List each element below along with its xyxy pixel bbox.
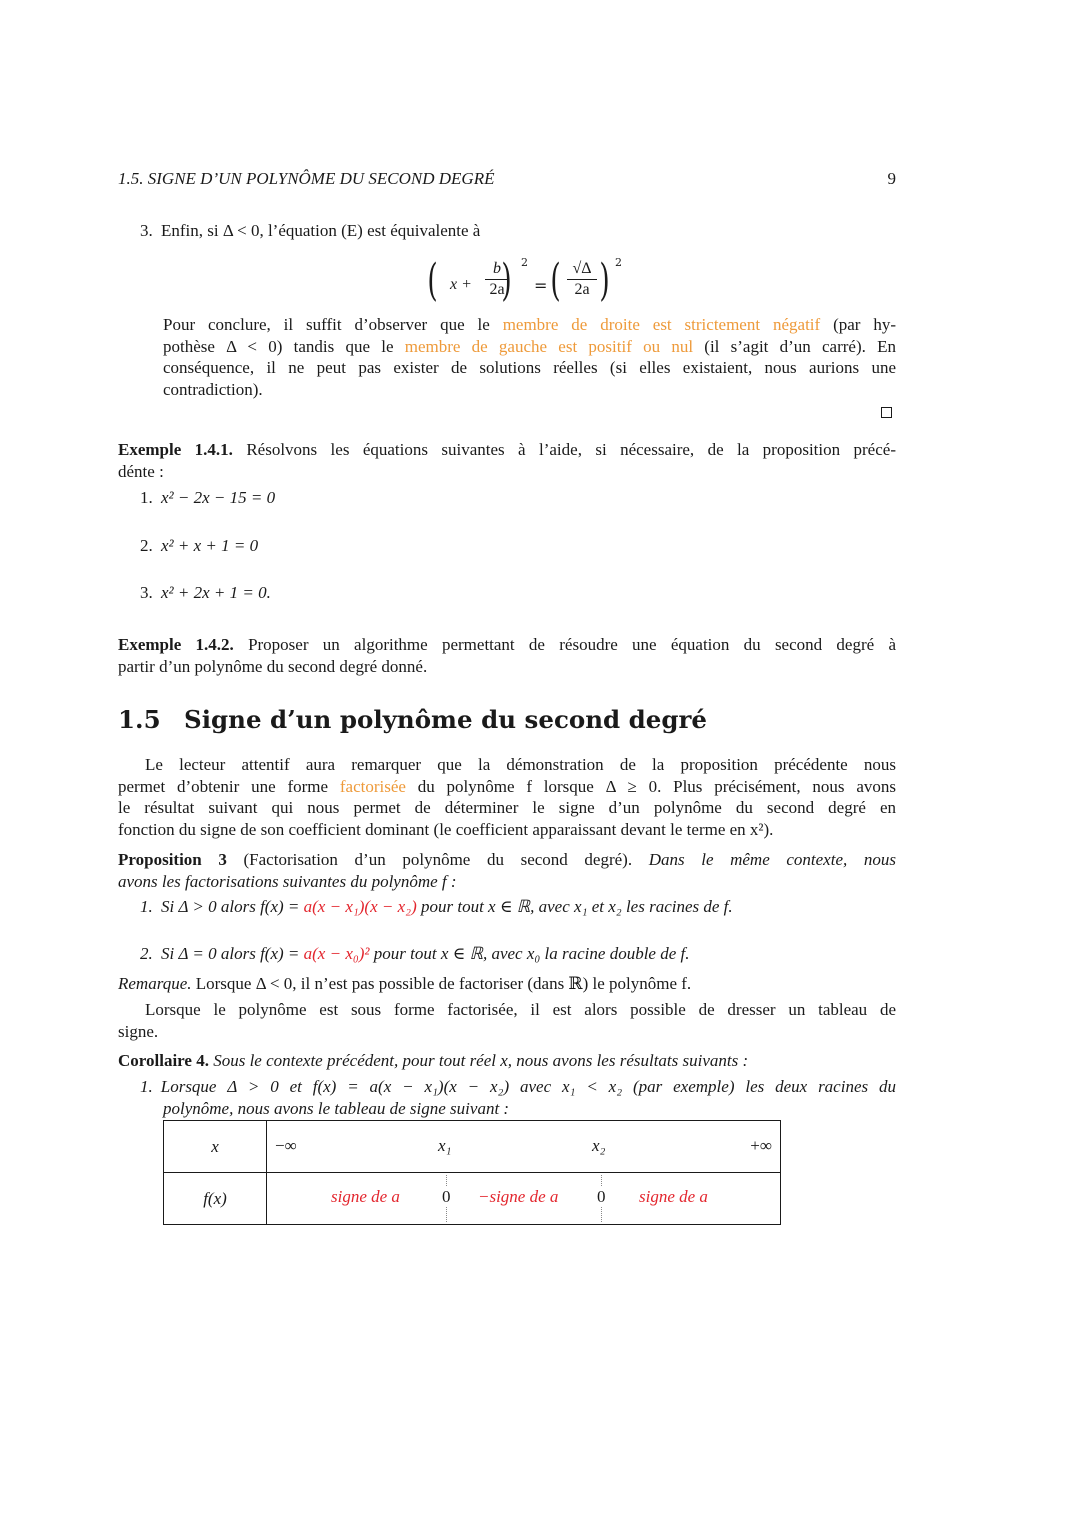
highlight-factorisee: factorisée (339, 776, 406, 796)
eq-right-fraction: √Δ 2a (567, 260, 597, 299)
table-signs-row (267, 1173, 781, 1225)
x-minus-infinity: −∞ (275, 1136, 297, 1155)
conclusion-line-4: contradiction). (163, 379, 263, 399)
proposition-label: Proposition 3 (118, 850, 227, 869)
example-1-4-1: Exemple 1.4.1. Résolvons les équations suivantes à l’aide, si nécessaire, de la proposition précé- dénte : (118, 440, 896, 481)
zero-at-root-1: 0 (442, 1187, 451, 1206)
zero-at-root-2: 0 (597, 1187, 606, 1206)
example-label: Exemple 1.4.2. (118, 635, 234, 654)
example-item-2: 2. x² + x + 1 = 0 (140, 536, 259, 555)
x-plus-infinity: +∞ (750, 1136, 772, 1155)
display-equation (427, 255, 640, 308)
qed-square-icon (881, 407, 892, 418)
proposition-title: (Factorisation d’un polynôme du second degré). (226, 850, 633, 869)
section-heading (118, 705, 707, 734)
corollary-item-1: 1. Lorsque Δ > 0 et f(x) = a(x − x₁)(x − x₂) avec x₁ < x₂ (par exemple) les deux racines du polynôme, nous avons le tableau de signe suivant : (140, 1077, 896, 1118)
sign-interval-2: −signe de a (478, 1187, 559, 1206)
corollary-4: Corollaire 4. Sous le contexte précédent, pour tout réel x, nous avons les résultats suivants : (118, 1051, 749, 1070)
remark-label: Remarque. (118, 974, 192, 993)
corollary-label: Corollaire 4. (118, 1051, 209, 1070)
table-x-values (267, 1121, 781, 1173)
eq-left-fraction: b 2a (485, 260, 509, 299)
section-title: Signe d’un polynôme du second degré (184, 705, 708, 734)
x-root-1: x₁ (438, 1136, 452, 1155)
eq-left-term: x + (450, 276, 472, 293)
sign-table (163, 1120, 781, 1225)
running-header (118, 168, 896, 190)
conclusion-line-2: pothèse Δ < 0) tandis que le membre de gauche est positif ou nul (il s’agit d’un carré). En (163, 336, 896, 356)
proposition-item-2: 2. Si Δ = 0 alors f(x) = a(x − x₀)² pour tout x ∈ ℝ, avec x₀ la racine double de f. (140, 944, 690, 963)
remark: Remarque. Lorsque Δ < 0, il n’est pas possible de factoriser (dans ℝ) le polynôme f. (118, 974, 692, 993)
conclusion-line-3: conséquence, il ne peut pas exister de solutions réelles (si elles existaient, nous aurions une (163, 358, 896, 377)
left-paren-2: ( (550, 255, 561, 306)
item-number: 3. (140, 221, 153, 240)
example-1-4-2: Exemple 1.4.2. Proposer un algorithme permettant de résoudre une équation du second degré à partir d’un polynôme du second degré donné. (118, 635, 896, 676)
proposition-3: Proposition 3 (Factorisation d’un polynôme du second degré). Dans le même contexte, nous avons les factorisations suivantes du polynôme f : (118, 850, 896, 891)
eq-equals: = (534, 276, 548, 295)
left-paren: ( (427, 255, 438, 306)
right-paren-2: ) (599, 255, 610, 306)
right-paren: ) (501, 255, 512, 306)
page-number: 9 (887, 169, 896, 188)
highlight-factor-form-2: a(x − x₀)² (303, 944, 370, 963)
intro-paragraph: Le lecteur attentif aura remarquer que la démonstration de la proposition précédente nous permet d’obtenir une forme factorisée du polynôme f lorsque Δ ≥ 0. Plus précisément, nous avons le résultat suivant qui nous permet de déterminer le signe d’un polynôme du second degré en fonction du signe de son coefficient dominant (le coefficient apparaissant devant le terme en x²). (118, 755, 896, 839)
item-text: Enfin, si Δ < 0, l’équation (E) est équivalente à (161, 221, 481, 240)
table-header-fx: f(x) (164, 1173, 267, 1225)
proposition-item-1: 1. Si Δ > 0 alors f(x) = a(x − x₁)(x − x₂) pour tout x ∈ ℝ, avec x₁ et x₂ les racines de f. (140, 897, 733, 916)
proof-conclusion (163, 314, 896, 400)
table-header-x: x (164, 1121, 267, 1173)
highlight-factor-form-1: a(x − x₁)(x − x₂) (303, 897, 417, 916)
paragraph-sign-table-intro: Lorsque le polynôme est sous forme factorisée, il est alors possible de dresser un tableau de signe. (118, 1000, 896, 1041)
highlight-left-member: membre de gauche est positif ou nul (404, 336, 694, 356)
eq-right-exponent: 2 (615, 256, 622, 269)
sign-interval-3: signe de a (639, 1187, 708, 1206)
example-item-3: 3. x² + 2x + 1 = 0. (140, 583, 271, 602)
example-label: Exemple 1.4.1. (118, 440, 233, 459)
sign-interval-1: signe de a (331, 1187, 400, 1206)
conclusion-line-1: Pour conclure, il suffit d’observer que le membre de droite est strictement négatif (par hy- (163, 315, 896, 334)
proof-item-3-intro (140, 220, 480, 242)
section-number: 1.5 (118, 705, 161, 734)
highlight-right-member: membre de droite est strictement négatif (502, 315, 821, 334)
running-title: 1.5. SIGNE D’UN POLYNÔME DU SECOND DEGRÉ (118, 169, 495, 188)
x-root-2: x₂ (592, 1136, 606, 1155)
eq-left-exponent: 2 (521, 256, 528, 269)
example-item-1: 1. x² − 2x − 15 = 0 (140, 488, 276, 507)
example-text: Résolvons les équations suivantes à l’aide, si nécessaire, de la proposition précé- (232, 440, 896, 459)
